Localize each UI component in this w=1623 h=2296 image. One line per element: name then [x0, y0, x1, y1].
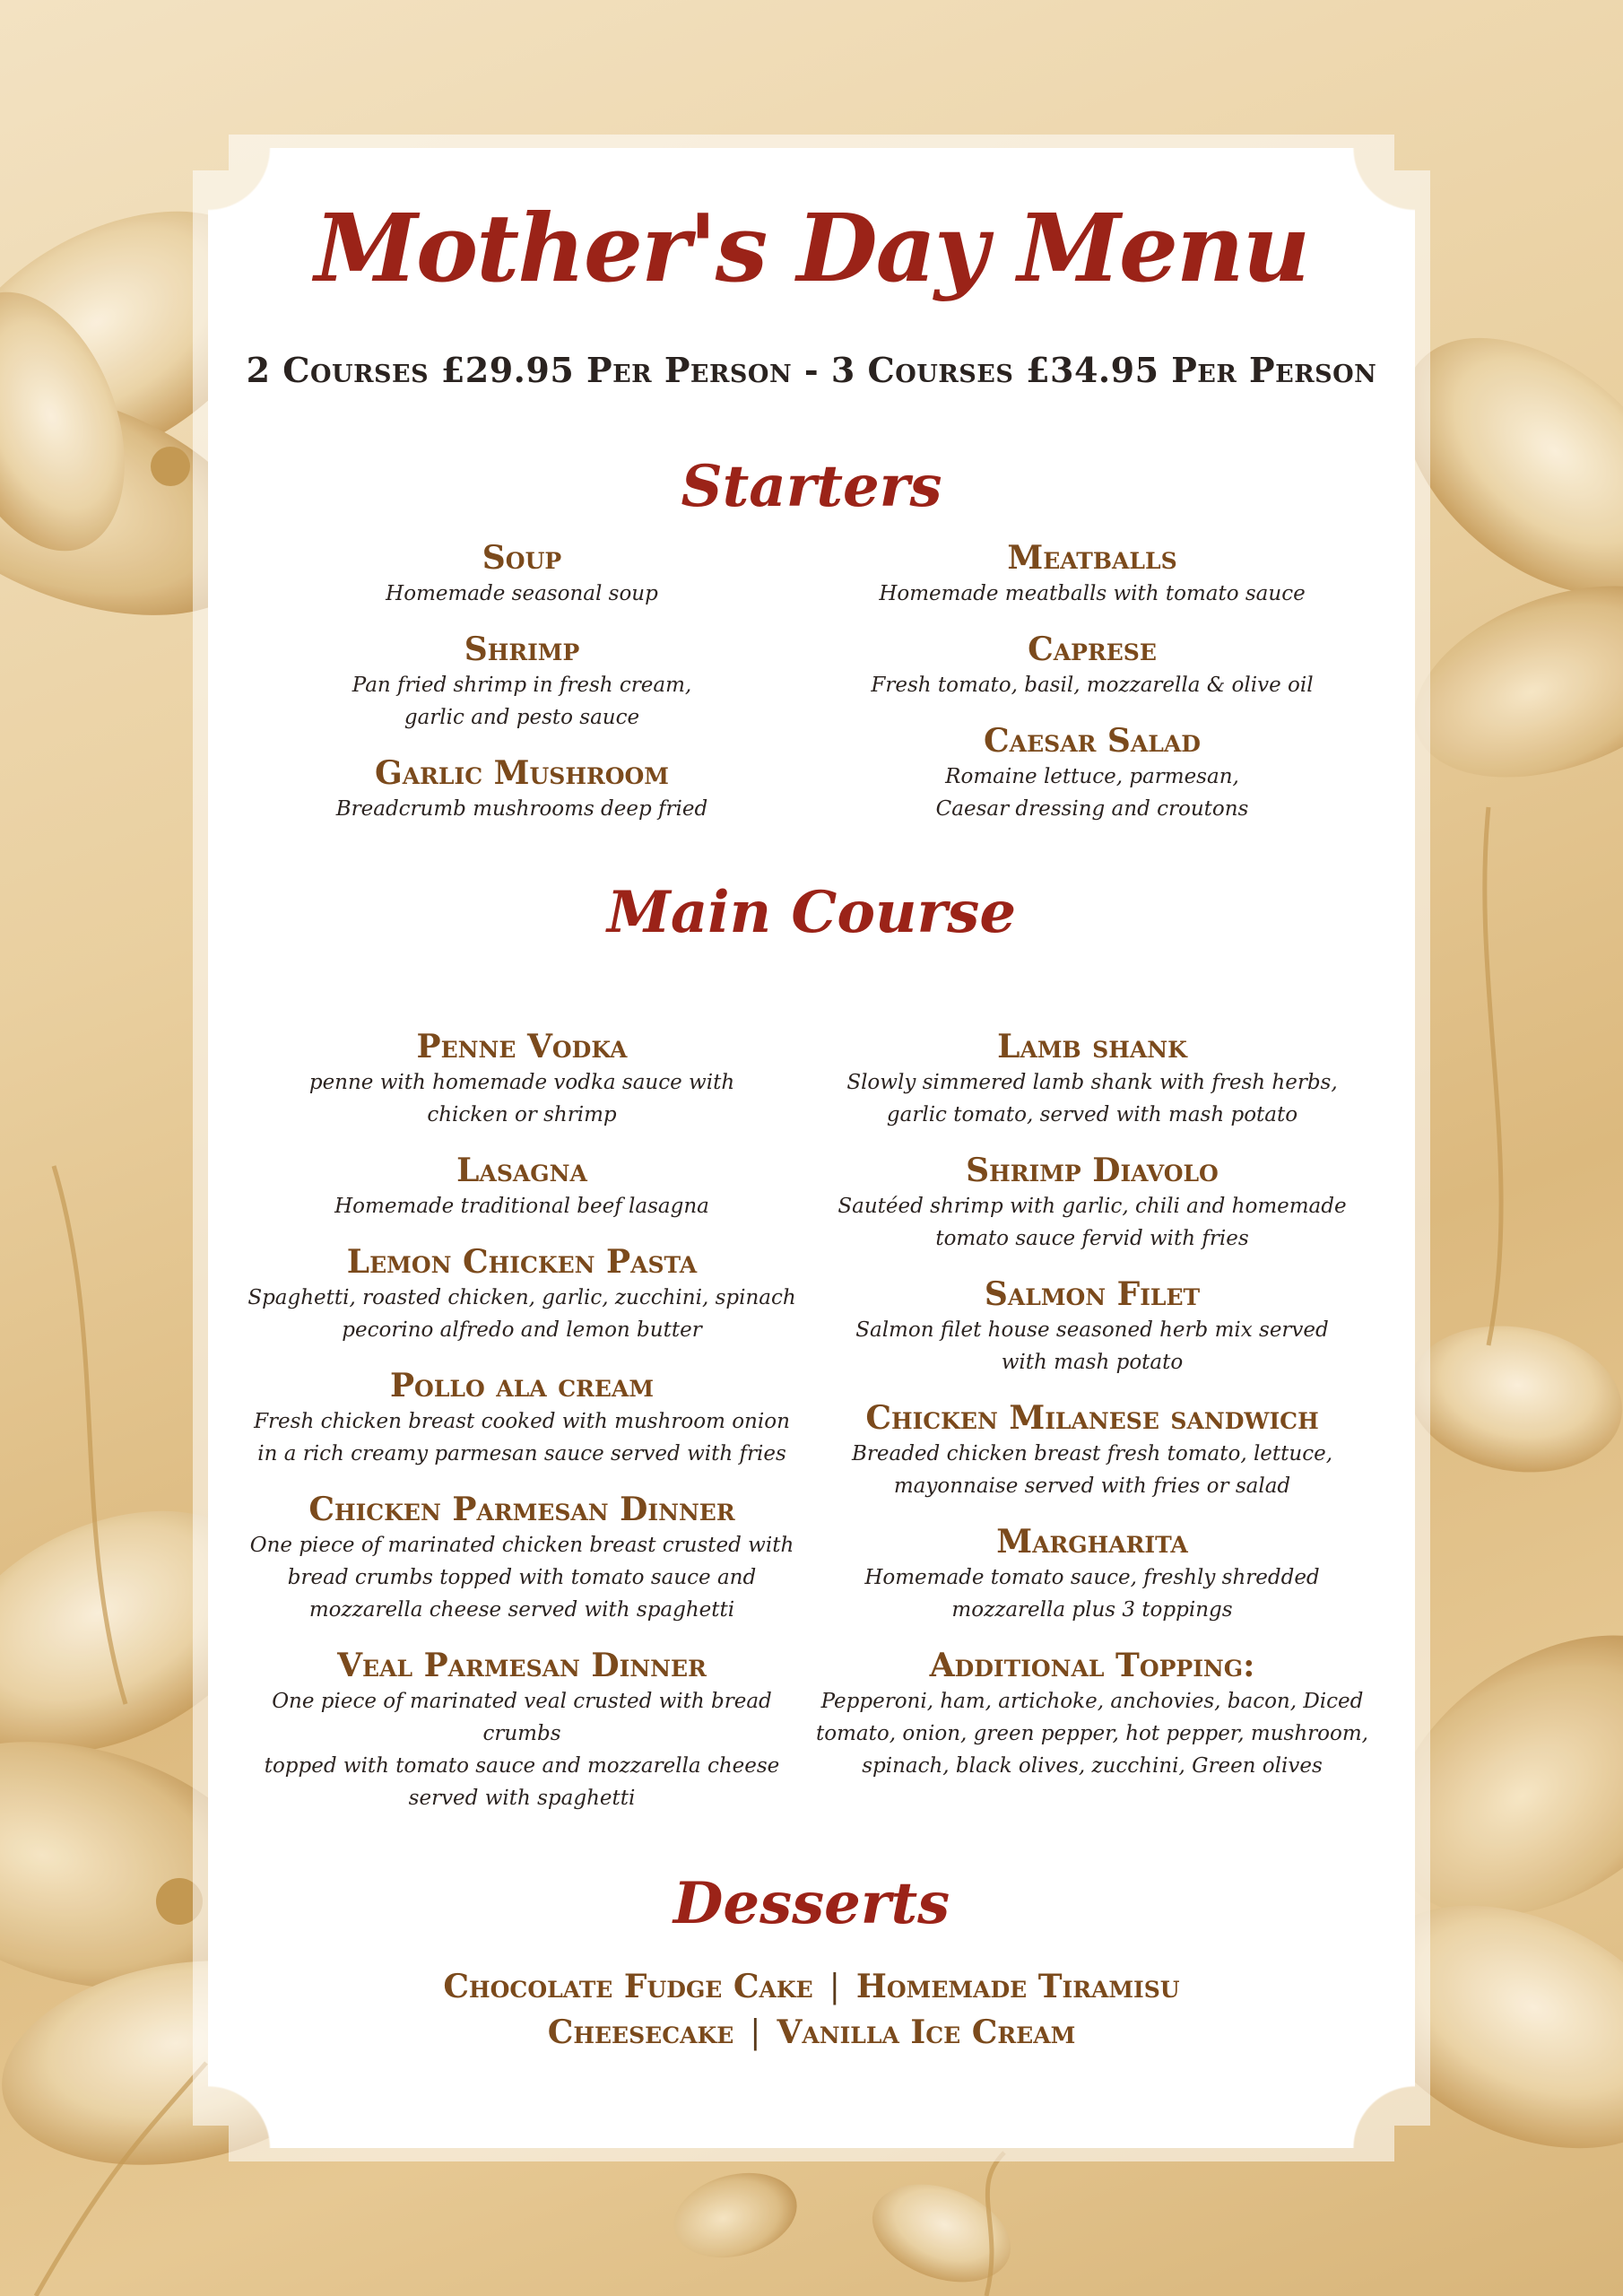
- menu-item: [814, 1646, 1370, 1782]
- starters-heading: Starters: [681, 453, 942, 520]
- menu-item: [814, 1398, 1370, 1502]
- item-name: Lemon Chicken Pasta: [346, 1243, 698, 1281]
- desserts-list: [208, 1964, 1415, 2056]
- menu-item: [244, 630, 800, 734]
- dessert-item: Chocolate Fudge Cake: [443, 1968, 813, 2005]
- item-name: Lamb shank: [997, 1028, 1187, 1065]
- item-description: Spaghetti, roasted chicken, garlic, zucchini, spinach pecorino alfredo and lemon butter: [247, 1286, 796, 1342]
- menu-item: [814, 721, 1370, 825]
- item-description: Homemade tomato sauce, freshly shredded mozzarella plus 3 toppings: [864, 1566, 1320, 1622]
- item-description: Breaded chicken breast fresh tomato, lettuce, mayonnaise served with fries or salad: [851, 1442, 1333, 1498]
- dessert-separator: |: [829, 1969, 840, 2005]
- dessert-separator: |: [750, 2014, 761, 2051]
- item-name: Margharita: [996, 1523, 1188, 1561]
- item-name: Garlic Mushroom: [375, 754, 669, 792]
- item-name: Pollo ala cream: [389, 1367, 655, 1405]
- item-name: Shrimp Diavolo: [966, 1152, 1219, 1189]
- item-description: Romaine lettuce, parmesan, Caesar dressing and croutons: [935, 765, 1249, 821]
- item-name: Salmon Filet: [984, 1275, 1201, 1313]
- menu-item: [244, 753, 800, 825]
- menu-title: Mother's Day Menu: [314, 193, 1309, 303]
- menu-item: [244, 1366, 800, 1470]
- menu-item: [814, 1274, 1370, 1378]
- main-course-left-column: [244, 1027, 800, 1834]
- price-line: 2 Courses £29.95 Per Person - 3 Courses £34.95 Per Person: [246, 350, 1377, 390]
- item-name: Meatballs: [1007, 539, 1177, 577]
- desserts-heading: Desserts: [673, 1870, 950, 1937]
- item-description: Sautéed shrimp with garlic, chili and homemade tomato sauce fervid with fries: [838, 1195, 1347, 1250]
- item-name: Veal Parmesan Dinner: [337, 1647, 707, 1684]
- item-description: Homemade meatballs with tomato sauce: [879, 582, 1306, 605]
- item-name: Chicken Parmesan Dinner: [308, 1491, 735, 1528]
- item-description: Pan fried shrimp in fresh cream, garlic and pesto sauce: [352, 674, 692, 729]
- item-name: Caprese: [1028, 631, 1157, 668]
- dessert-item: Vanilla Ice Cream: [777, 2013, 1076, 2051]
- item-description: Fresh chicken breast cooked with mushroom onion in a rich creamy parmesan sauce served with fries: [254, 1410, 790, 1465]
- item-description: Homemade seasonal soup: [386, 582, 658, 605]
- menu-item: [244, 1646, 800, 1814]
- menu-item: [244, 1490, 800, 1626]
- menu-item: [814, 1522, 1370, 1626]
- item-description: One piece of marinated chicken breast crusted with bread crumbs topped with tomato sauce and mozzarella cheese served with spaghetti: [249, 1534, 794, 1622]
- desserts-row-1: [208, 1964, 1415, 2010]
- menu-item: [814, 538, 1370, 610]
- item-name: Soup: [482, 539, 562, 577]
- item-name: Shrimp: [464, 631, 580, 668]
- menu-item: [814, 1151, 1370, 1255]
- item-description: One piece of marinated veal crusted with bread crumbs topped with tomato sauce and mozzarella cheese served with spaghetti: [264, 1690, 780, 1810]
- main-course-right-column: [814, 1027, 1370, 1802]
- item-name: Penne Vodka: [416, 1028, 628, 1065]
- main-course-heading: Main Course: [606, 879, 1017, 946]
- item-name: Chicken Milanese sandwich: [865, 1399, 1319, 1437]
- starters-left-column: [244, 538, 800, 845]
- menu-item: [814, 1027, 1370, 1131]
- menu-content: [208, 148, 1415, 2148]
- item-name: Caesar Salad: [984, 722, 1201, 760]
- starters-right-column: [814, 538, 1370, 845]
- item-description: penne with homemade vodka sauce with chicken or shrimp: [308, 1071, 735, 1126]
- item-description: Homemade traditional beef lasagna: [334, 1195, 709, 1218]
- menu-item: [244, 1151, 800, 1222]
- menu-item: [244, 1242, 800, 1346]
- flower-bottom-middle: [664, 2160, 1025, 2296]
- dessert-item: Cheesecake: [547, 2013, 734, 2051]
- item-description: Fresh tomato, basil, mozzarella & olive oil: [871, 674, 1314, 697]
- menu-item: [814, 630, 1370, 701]
- item-description: Breadcrumb mushrooms deep fried: [335, 797, 708, 821]
- desserts-row-2: [208, 2010, 1415, 2056]
- item-name: Lasagna: [456, 1152, 587, 1189]
- dessert-item: Homemade Tiramisu: [855, 1968, 1180, 2005]
- item-description: Salmon filet house seasoned herb mix served with mash potato: [855, 1318, 1329, 1374]
- item-description: Slowly simmered lamb shank with fresh herbs, garlic tomato, served with mash potato: [846, 1071, 1338, 1126]
- item-name: Additional Topping:: [929, 1647, 1255, 1684]
- menu-item: [244, 538, 800, 610]
- item-description: Pepperoni, ham, artichoke, anchovies, bacon, Diced tomato, onion, green pepper, hot pepper, mushroom, spinach, black olives, zucchini, Green olives: [816, 1690, 1368, 1778]
- menu-item: [244, 1027, 800, 1131]
